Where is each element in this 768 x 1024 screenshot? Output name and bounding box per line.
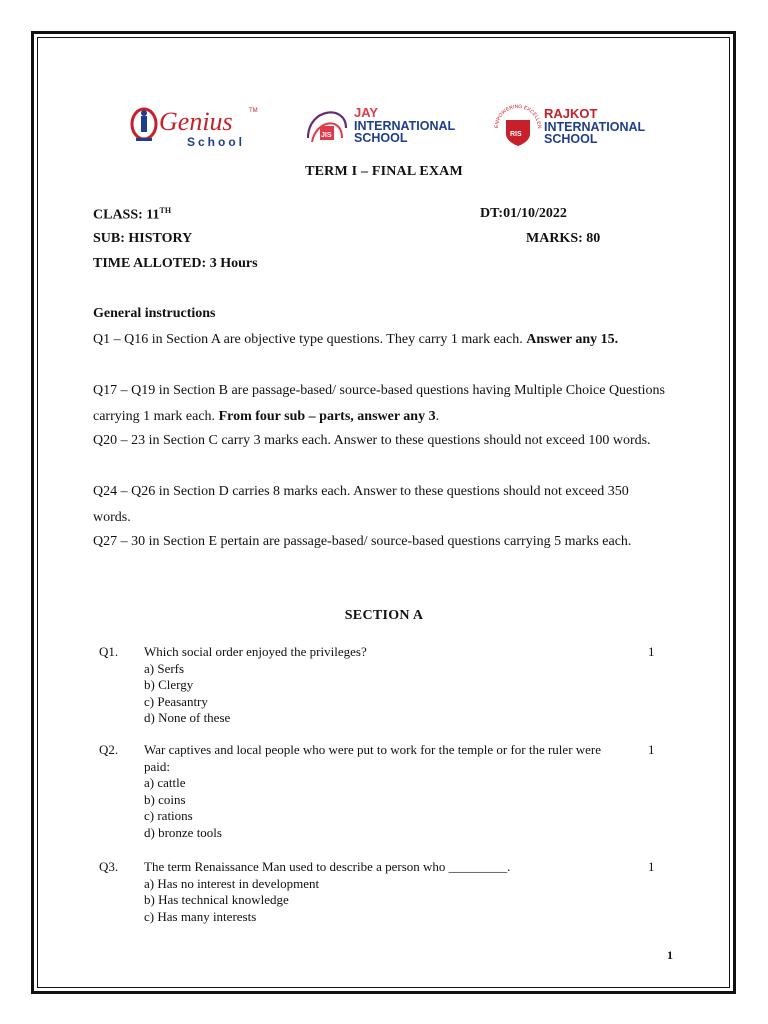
instruction-4: Q24 – Q26 in Section D carries 8 marks each. Answer to these questions should not exceed 350 words. <box>93 484 629 525</box>
class-field <box>93 206 171 224</box>
svg-text:SCHOOL: SCHOOL <box>354 131 408 145</box>
svg-text:SCHOOL: SCHOOL <box>544 132 598 146</box>
instruction-2-text: Q17 – Q19 in Section B are passage-based/ source-based questions having Multiple Choice Questions carrying 1 mark each. <box>93 383 665 424</box>
rajkot-international-school-logo <box>494 98 654 154</box>
svg-text:JAY: JAY <box>354 105 379 120</box>
svg-text:Genius: Genius <box>159 107 233 136</box>
total-marks: MARKS: 80 <box>526 231 601 246</box>
instruction-3: Q20 – 23 in Section C carry 3 marks each. Answer to these questions should not exceed 100 words. <box>93 433 651 448</box>
option-c: c) Has many interests <box>144 908 257 924</box>
section-a-heading: SECTION A <box>344 608 424 623</box>
page-number: 1 <box>667 948 673 962</box>
instruction-1-text: Q1 – Q16 in Section A are objective type questions. They carry 1 mark each. <box>93 332 527 347</box>
jay-international-school-logo <box>302 98 472 154</box>
option-d: d) None of these <box>144 710 231 725</box>
question-body <box>144 644 630 727</box>
question-number: Q2. <box>99 742 119 757</box>
question-marks: 1 <box>648 742 655 757</box>
option-a: a) Serfs <box>144 660 185 676</box>
question-body <box>144 742 630 841</box>
question-text: The term Renaissance Man used to describe a person who _________. <box>144 859 511 874</box>
time-allotted: TIME ALLOTED: 3 Hours <box>93 256 258 271</box>
class-label: CLASS: 11 <box>93 207 160 223</box>
svg-text:TM: TM <box>249 108 258 114</box>
option-b: b) coins <box>144 791 186 807</box>
option-a: a) Has no interest in development <box>144 875 320 891</box>
svg-text:INTERNATIONAL: INTERNATIONAL <box>544 120 646 134</box>
exam-title: TERM I – FINAL EXAM <box>305 164 463 179</box>
instruction-5: Q27 – 30 in Section E pertain are passage-based/ source-based questions carrying 5 marks each. <box>93 534 632 549</box>
option-list <box>144 876 630 926</box>
instruction-1-bold: Answer any 15. <box>526 332 619 347</box>
question-text: War captives and local people who were put to work for the temple or for the ruler were paid: <box>144 742 602 774</box>
general-instructions-heading: General instructions <box>93 306 216 321</box>
option-list <box>144 661 630 727</box>
instruction-2-bold: From four sub – parts, answer any 3 <box>218 408 436 424</box>
svg-text:EMPOWERING EXCELLENCE: EMPOWERING EXCELLEN <box>494 103 543 129</box>
subject-field: SUB: HISTORY <box>93 231 193 246</box>
svg-text:RIS: RIS <box>510 131 522 138</box>
option-b: b) Has technical knowledge <box>144 892 289 907</box>
question-number: Q3. <box>99 859 119 874</box>
option-d: d) bronze tools <box>144 824 222 840</box>
question-marks: 1 <box>648 644 655 659</box>
genius-logo-icon <box>127 98 267 154</box>
question-text: Which social order enjoyed the privileges? <box>144 644 367 659</box>
instruction-1 <box>93 327 665 353</box>
svg-text:INTERNATIONAL: INTERNATIONAL <box>354 119 456 133</box>
svg-text:School: School <box>187 135 246 149</box>
question-body <box>144 859 630 925</box>
instruction-2-end: . <box>435 408 440 424</box>
rajkot-logo-icon <box>494 98 654 154</box>
school-logos <box>0 98 768 154</box>
question-marks: 1 <box>648 859 655 874</box>
exam-date: DT:01/10/2022 <box>480 206 567 221</box>
svg-text:RAJKOT: RAJKOT <box>544 106 598 121</box>
jay-logo-icon <box>302 98 472 154</box>
genius-school-logo <box>127 98 267 154</box>
question-number: Q1. <box>99 644 119 659</box>
option-c: c) Peasantry <box>144 693 208 709</box>
instruction-2 <box>93 378 665 429</box>
class-superscript: TH <box>159 206 172 215</box>
option-list <box>144 775 630 841</box>
option-b: b) Clergy <box>144 677 194 692</box>
svg-text:JIS: JIS <box>321 132 332 139</box>
option-a: a) cattle <box>144 775 186 790</box>
option-c: c) rations <box>144 808 193 823</box>
